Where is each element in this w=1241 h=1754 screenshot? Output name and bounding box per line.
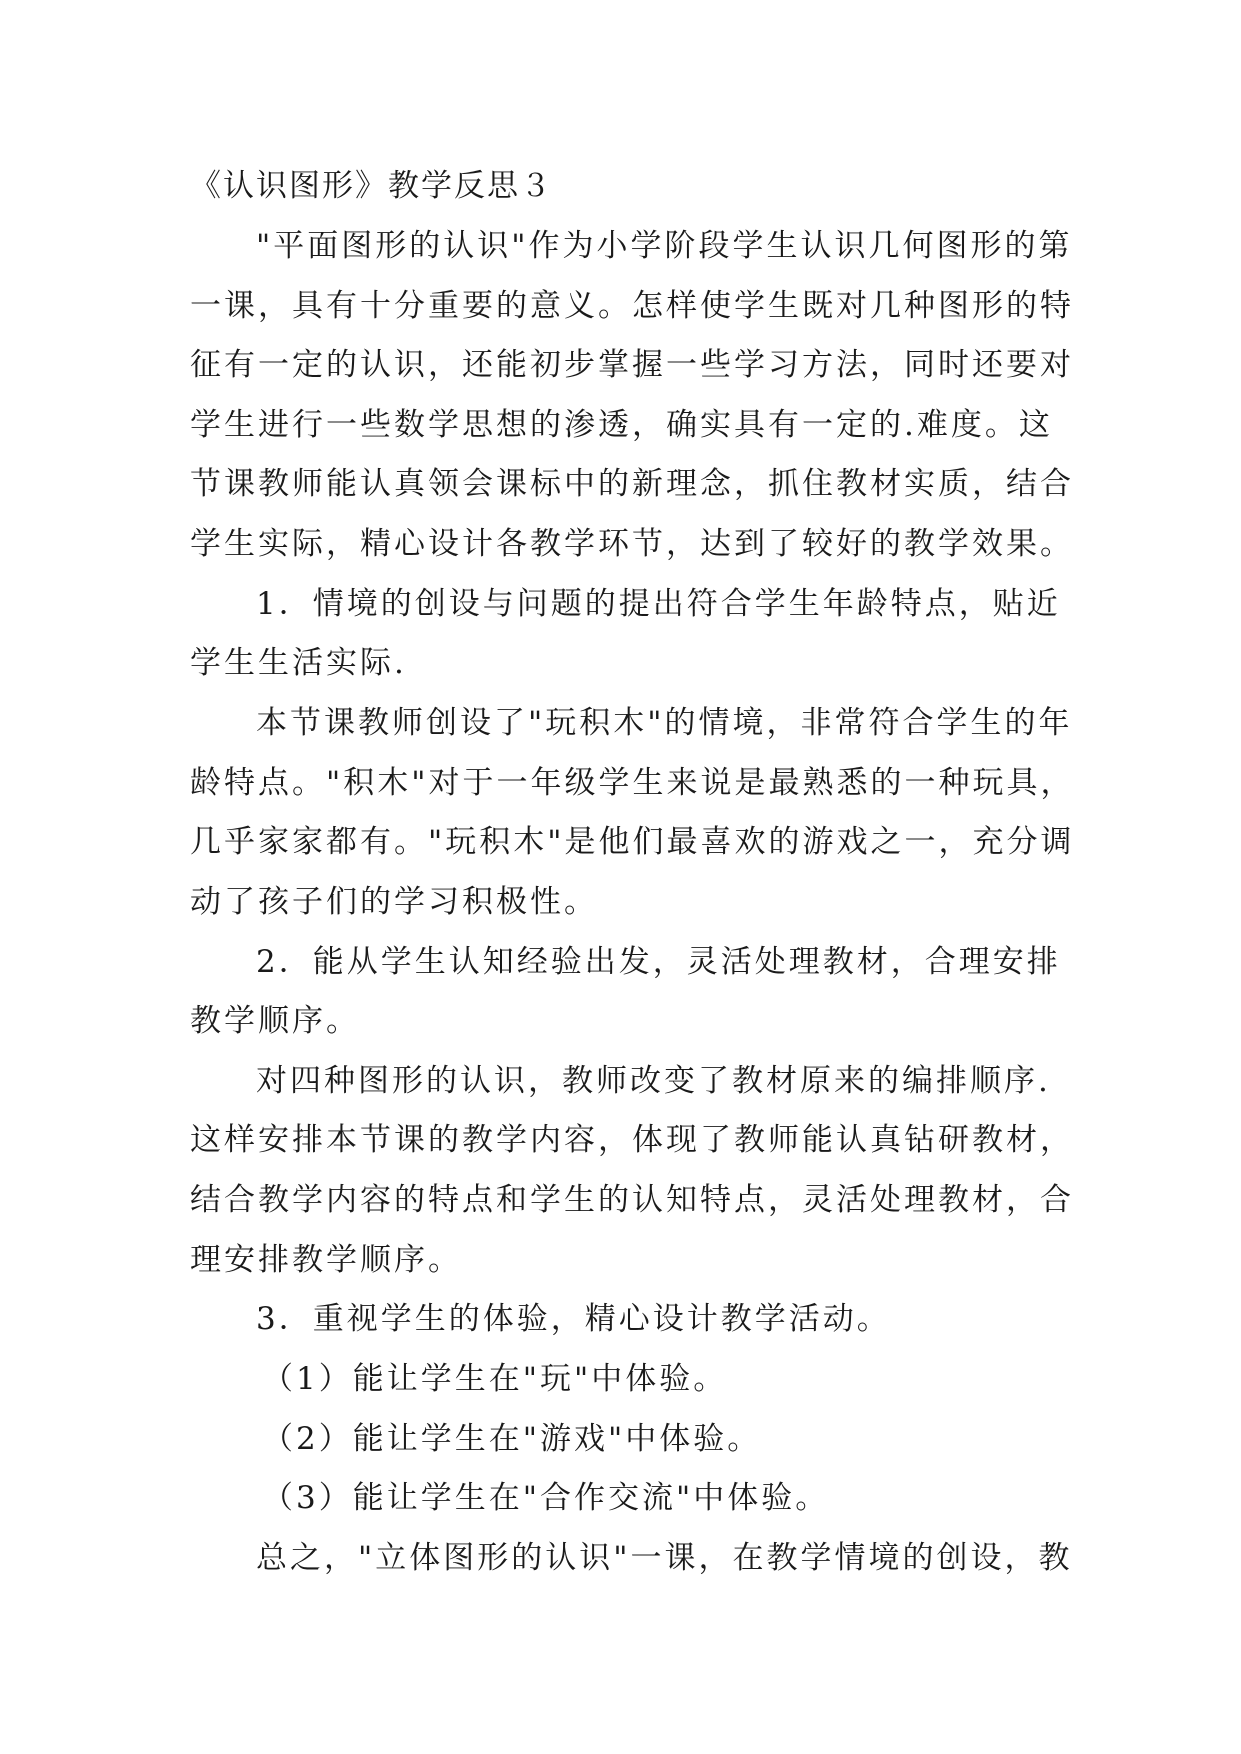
paragraph-line: 结合教学内容的特点和学生的认知特点，灵活处理教材，合 — [190, 1182, 1074, 1218]
paragraph-line: 本节课教师创设了"玩积木"的情境，非常符合学生的年 — [256, 705, 1073, 741]
paragraph-line: 理安排教学顺序。 — [190, 1242, 462, 1278]
sub-list-item: （1）能让学生在"玩"中体验。 — [262, 1361, 728, 1397]
list-heading-line: 3．重视学生的体验，精心设计教学活动。 — [256, 1301, 891, 1337]
document-title: 《认识图形》教学反思３ — [190, 168, 553, 204]
list-heading-line: 2．能从学生认知经验出发，灵活处理教材，合理安排 — [256, 944, 1061, 980]
paragraph-line: 动了孩子们的学习积极性。 — [190, 884, 598, 920]
paragraph-line: 征有一定的认识，还能初步掌握一些学习方法，同时还要对 — [190, 347, 1074, 383]
paragraph-line: 龄特点。"积木"对于一年级学生来说是最熟悉的一种玩具， — [190, 765, 1075, 801]
paragraph-line: 对四种图形的认识，教师改变了教材原来的编排顺序. — [256, 1063, 1051, 1099]
list-heading-line: 教学顺序。 — [190, 1003, 360, 1039]
paragraph-line: 这样安排本节课的教学内容，体现了教师能认真钻研教材， — [190, 1122, 1074, 1158]
paragraph-line: 学生实际，精心设计各教学环节，达到了较好的教学效果。 — [190, 526, 1074, 562]
list-heading-line: 学生生活实际. — [190, 645, 407, 681]
sub-list-item: （2）能让学生在"游戏"中体验。 — [262, 1421, 762, 1457]
list-heading-line: 1．情境的创设与问题的提出符合学生年龄特点，贴近 — [256, 586, 1061, 622]
paragraph-line: 一课，具有十分重要的意义。怎样使学生既对几种图形的特 — [190, 288, 1074, 324]
paragraph-line: 节课教师能认真领会课标中的新理念，抓住教材实质，结合 — [190, 466, 1074, 502]
sub-list-item: （3）能让学生在"合作交流"中体验。 — [262, 1480, 830, 1516]
paragraph-line: "平面图形的认识"作为小学阶段学生认识几何图形的第 — [256, 228, 1073, 264]
paragraph-line: 学生进行一些数学思想的渗透，确实具有一定的.难度。这 — [190, 407, 1053, 443]
paragraph-line: 总之，"立体图形的认识"一课，在教学情境的创设，教 — [256, 1540, 1073, 1576]
paragraph-line: 几乎家家都有。"玩积木"是他们最喜欢的游戏之一，充分调 — [190, 824, 1075, 860]
